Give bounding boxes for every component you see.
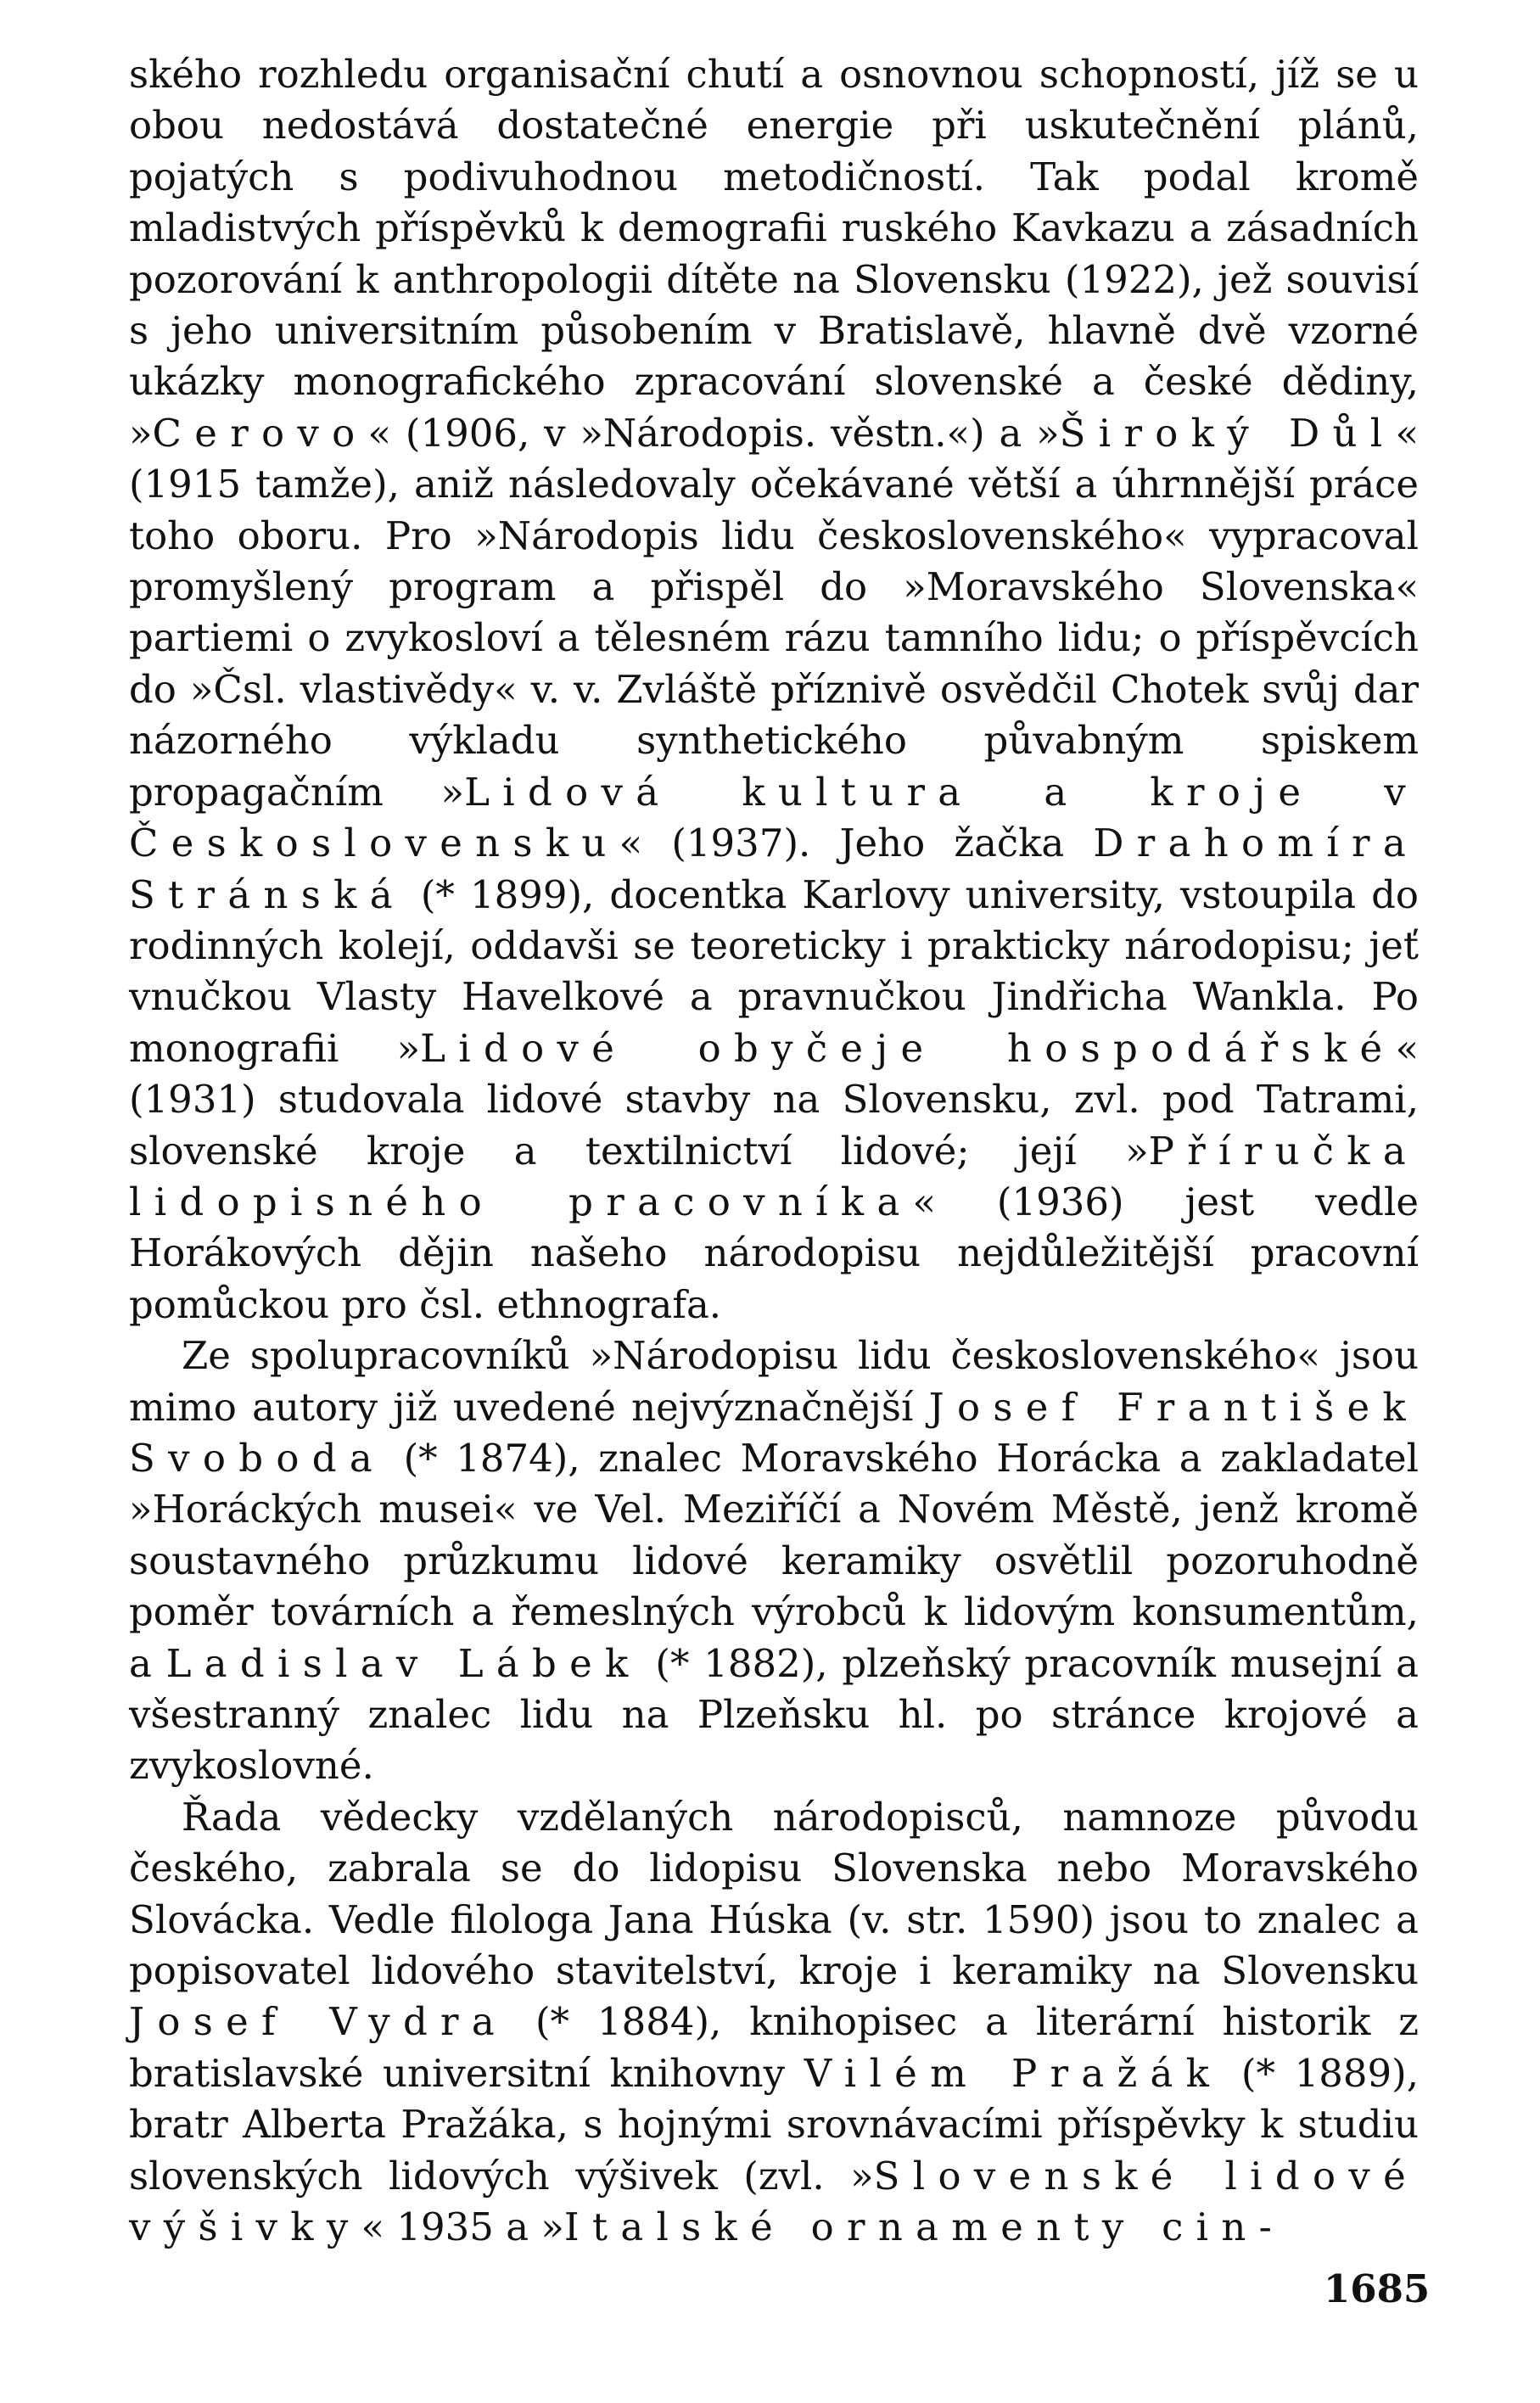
text-run: (* 1874), znalec Moravského Horácka a zakladatel »Horáckých musei« ve Vel. Meziříčí a Novém Městě, jenž kromě soustavného průzkumu lidové keramiky osvětlil pozoruhodně poměr továrních a řemeslných výrobců k lidovým konsumentům, a: [129, 1435, 1419, 1686]
spaced-title-siroky-dul: Široký Důl: [1059, 410, 1396, 456]
text-run: (* 1889), bratr Alberta Pražáka, s hojnými srovnávacími příspěvky k studiu slovenských lidových výšivek (zvl. »: [129, 2050, 1419, 2199]
spaced-name-labek: Ladislav Lábek: [165, 1640, 641, 1686]
text-run: (* 1882), plzeňský pracovník musejní a všestranný znalec lidu na Plzeňsku hl. po stránce krojové a zvykoslovné.: [129, 1640, 1419, 1789]
text-run: (* 1884), knihopisec a literární historik z bratislavské universitní knihovny: [129, 1999, 1420, 2096]
paragraph-2: [129, 1330, 1419, 1792]
text-run: Ze spolupracovníků »Národopisu lidu československého« jsou mimo autory již uvedené nejvýznačnější: [129, 1333, 1419, 1430]
text-run: ského rozhledu organisační chutí a osnovnou schopností, jíž se u obou nedostává dostatečné energie při uskutečnění plánů, pojatých s podivuhodnou metodičností. Tak podal kromě mladistvých příspěvků k demografii ruského Kavkazu a zásadních pozorování k anthropologii dítěte na Slovensku (1922), jež souvisí s jeho universitním působením v Bratislavě, hlavně dvě vzorné ukázky monografického zpracování slovenské a české dědiny, »: [129, 52, 1419, 456]
spaced-name-prazak: Vilém Pražák: [804, 2050, 1223, 2096]
paragraph-1: [129, 49, 1419, 1330]
paragraph-3: [129, 1792, 1419, 2254]
spaced-title-slovenske-vysivky: Slovenské lidové výšivky: [129, 2153, 1419, 2250]
text-run: « (1937). Jeho žačka: [619, 821, 1094, 866]
spaced-title-lidove-obyceje: Lidové obyčeje hospodářské: [420, 1025, 1396, 1071]
text-run: « (1915 tamže), aniž následovaly očekávané větší a úhrnnější práce toho oboru. Pro »Národopis lidu československého« vypracoval promyšlený program a přispěl do »Moravského Slovenska« partiemi o zvykosloví a tělesném rázu tamního lidu; o příspěvcích do »Čsl. vlastivědy« v. v. Zvláště příznivě osvědčil Chotek svůj dar názorného výkladu synthetického půvabným spiskem propagačním »: [129, 410, 1419, 815]
text-run: « (1906, v »Národopis. věstn.«) a »: [367, 410, 1060, 456]
page-body: [129, 49, 1419, 2253]
spaced-name-vydra: Josef Vydra: [129, 1999, 508, 2045]
page-number: 1685: [1324, 2266, 1431, 2311]
text-run: « (1931) studovala lidové stavby na Slovensku, zvl. pod Tatrami, slovenské kroje a textilnictví lidové; její »: [129, 1025, 1419, 1173]
text-run: « 1935 a »: [361, 2204, 564, 2250]
text-run: « (1936) jest vedle Horákových dějin našeho národopisu nejdůležitější pracovní pomůckou pro čsl. ethnografa.: [129, 1179, 1419, 1327]
spaced-title-cerovo: Cerovo: [152, 410, 368, 456]
spaced-title-lidova-kultura: Lidová kultura a kroje v Československu: [129, 769, 1419, 866]
spaced-name-stranska: Drahomíra Stránská: [129, 821, 1419, 917]
spaced-title-italske-ornamenty: Italské ornamenty cin-: [563, 2204, 1285, 2250]
spaced-title-prirucka: Příručka lidopisného pracovníka: [129, 1128, 1419, 1224]
spaced-name-svoboda: Josef František Svoboda: [129, 1384, 1419, 1481]
text-run: Řada vědecky vzdělaných národopisců, namnoze původu českého, zabrala se do lidopisu Slovenska nebo Moravského Slovácka. Vedle filologa Jana Húska (v. str. 1590) jsou to znalec a popisovatel lidového stavitelství, kroje i keramiky na Slovensku: [129, 1794, 1419, 1994]
text-run: (* 1899), docentka Karlovy university, vstoupila do rodinných kolejí, oddavši se teoreticky i prakticky národopisu; jeť vnučkou Vlasty Havelkové a pravnučkou Jindřicha Wankla. Po monografii »: [129, 871, 1419, 1071]
